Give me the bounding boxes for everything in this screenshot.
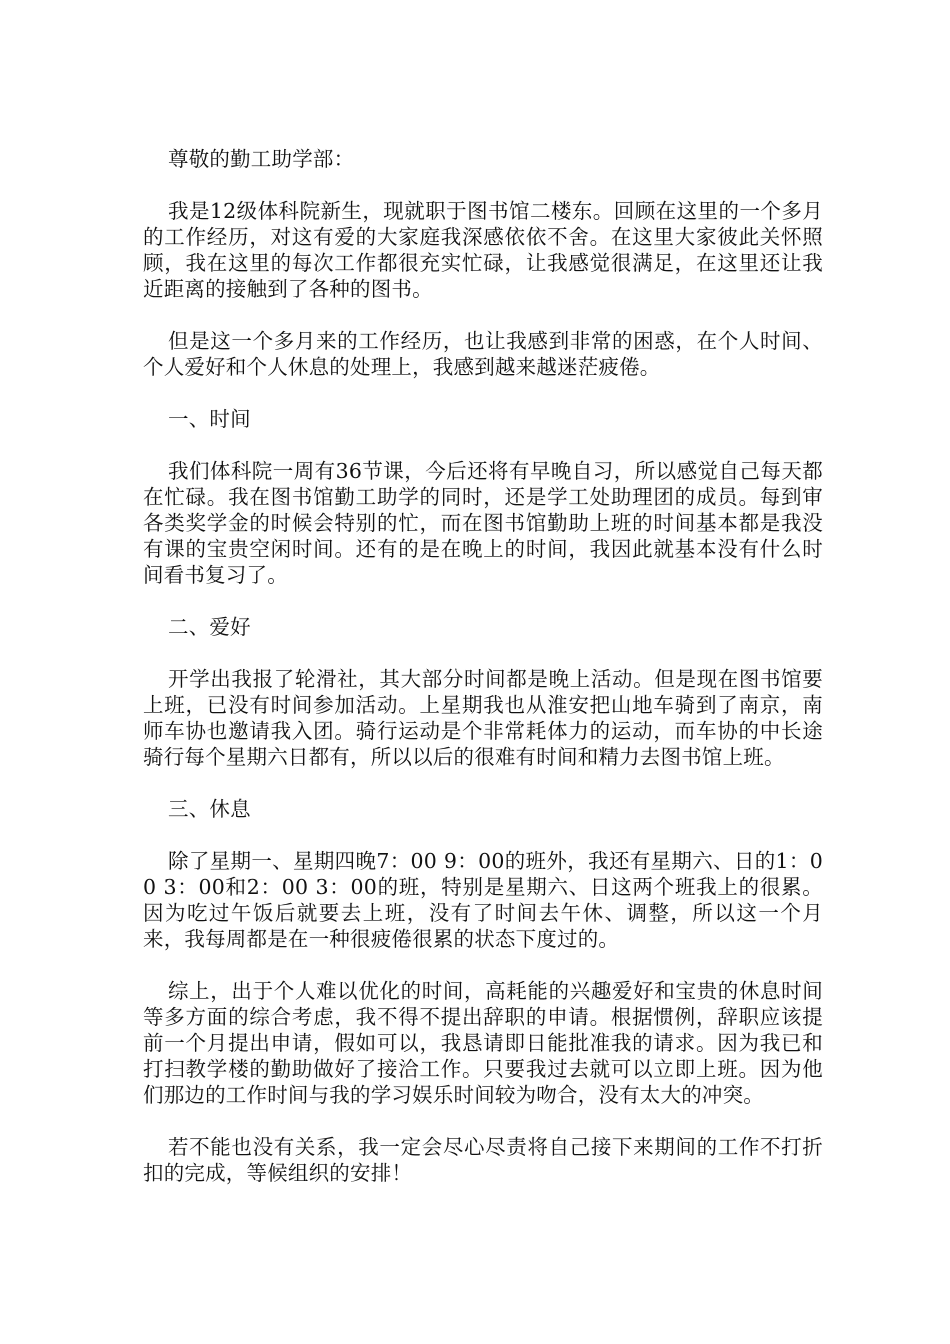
paragraph-conclusion: 综上，出于个人难以优化的时间，高耗能的兴趣爱好和宝贵的休息时间等多方面的综合考虑，我不得不提出辞职的申请。根据惯例，辞职应该提前一个月提出申请，假如可以，我恳请即日能批准我的请求。因为我已和打扫教学楼的勤助做好了接洽工作。只要我过去就可以立即上班。因为他们那边的工作时间与我的学习娱乐时间较为吻合，没有太大的冲突。	[143, 979, 823, 1107]
letter-body	[143, 146, 823, 1212]
paragraph-intro: 我是12级体科院新生，现就职于图书馆二楼东。回顾在这里的一个多月的工作经历，对这有爱的大家庭我深感依依不舍。在这里大家彼此关怀照顾，我在这里的每次工作都很充实忙碌，让我感觉很满足，在这里还让我近距离的接触到了各种的图书。	[143, 199, 823, 301]
salutation: 尊敬的勤工助学部：	[168, 147, 355, 171]
paragraph-closing: 若不能也没有关系，我一定会尽心尽责将自己接下来期间的工作不打折扣的完成，等候组织的安排！	[143, 1135, 823, 1185]
paragraph-rest: 除了星期一、星期四晚7：00 9：00的班外，我还有星期六、日的1：00 3：00和2：00 3：00的班，特别是星期六、日这两个班我上的很累。因为吃过午饭后就要去上班，没有了时间去午休、调整，所以这一个月来，我每周都是在一种很疲倦很累的状态下度过的。	[143, 849, 823, 951]
paragraph-hobby: 开学出我报了轮滑社，其大部分时间都是晚上活动。但是现在图书馆要上班，已没有时间参加活动。上星期我也从淮安把山地车骑到了南京，南师车协也邀请我入团。骑行运动是个非常耗体力的运动，而车协的中长途骑行每个星期六日都有，所以以后的很难有时间和精力去图书馆上班。	[143, 667, 823, 769]
section-heading-hobby: 二、爱好	[168, 615, 251, 639]
section-heading-rest: 三、休息	[168, 797, 251, 821]
section-heading-time: 一、时间	[168, 407, 251, 431]
paragraph-time: 我们体科院一周有36节课，今后还将有早晚自习，所以感觉自己每天都在忙碌。我在图书馆勤工助学的同时，还是学工处助理团的成员。每到审各类奖学金的时候会特别的忙，而在图书馆勤助上班的时间基本都是我没有课的宝贵空闲时间。还有的是在晚上的时间，我因此就基本没有什么时间看书复习了。	[143, 459, 823, 587]
paragraph-confusion: 但是这一个多月来的工作经历，也让我感到非常的困惑，在个人时间、个人爱好和个人休息的处理上，我感到越来越迷茫疲倦。	[143, 329, 823, 379]
